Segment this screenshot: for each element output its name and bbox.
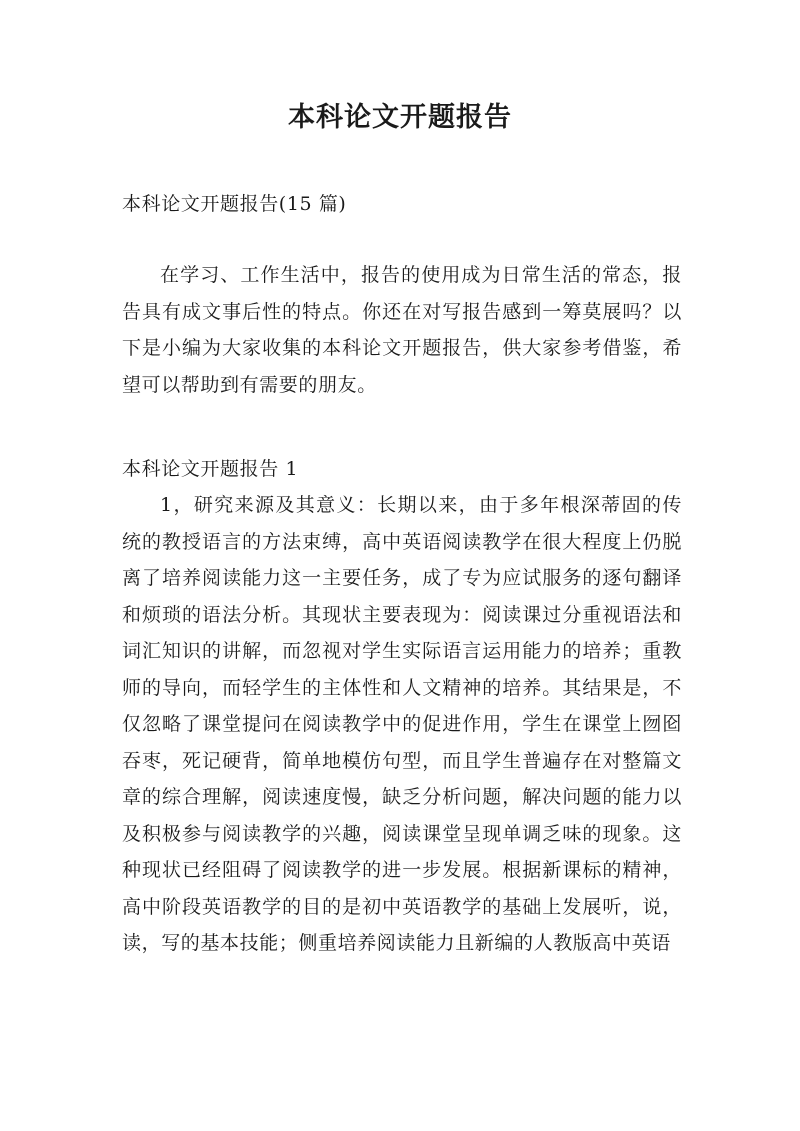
intro-paragraph: 在学习、工作生活中，报告的使用成为日常生活的常态，报告具有成文事后性的特点。你还在对写报告感到一筹莫展吗？以下是小编为大家收集的本科论文开题报告，供大家参考借鉴，希望可以帮助到有需要的朋友。 bbox=[122, 264, 682, 396]
document-title: 本科论文开题报告 bbox=[288, 102, 512, 133]
document-subtitle: 本科论文开题报告(15 篇) bbox=[122, 193, 347, 215]
section-heading: 本科论文开题报告 1 bbox=[122, 458, 299, 480]
section-paragraph: 1，研究来源及其意义：长期以来，由于多年根深蒂固的传统的教授语言的方法束缚，高中英语阅读教学在很大程度上仍脱离了培养阅读能力这一主要任务，成了专为应试服务的逐句翻译和烦琐的语法分析。其现状主要表现为：阅读课过分重视语法和词汇知识的讲解，而忽视对学生实际语言运用能力的培养；重教师的导向，而轻学生的主体性和人文精神的培养。其结果是，不仅忽略了课堂提问在阅读教学中的促进作用，学生在课堂上囫囵吞枣，死记硬背，简单地模仿句型，而且学生普遍存在对整篇文章的综合理解，阅读速度慢，缺乏分析问题，解决问题的能力以及积极参与阅读教学的兴趣，阅读课堂呈现单调乏味的现象。这种现状已经阻碍了阅读教学的进一步发展。根据新课标的精神，高中阶段英语教学的目的是初中英语教学的基础上发展听，说，读，写的基本技能；侧重培养阅读能力且新编的人教版高中英语 bbox=[122, 494, 682, 954]
